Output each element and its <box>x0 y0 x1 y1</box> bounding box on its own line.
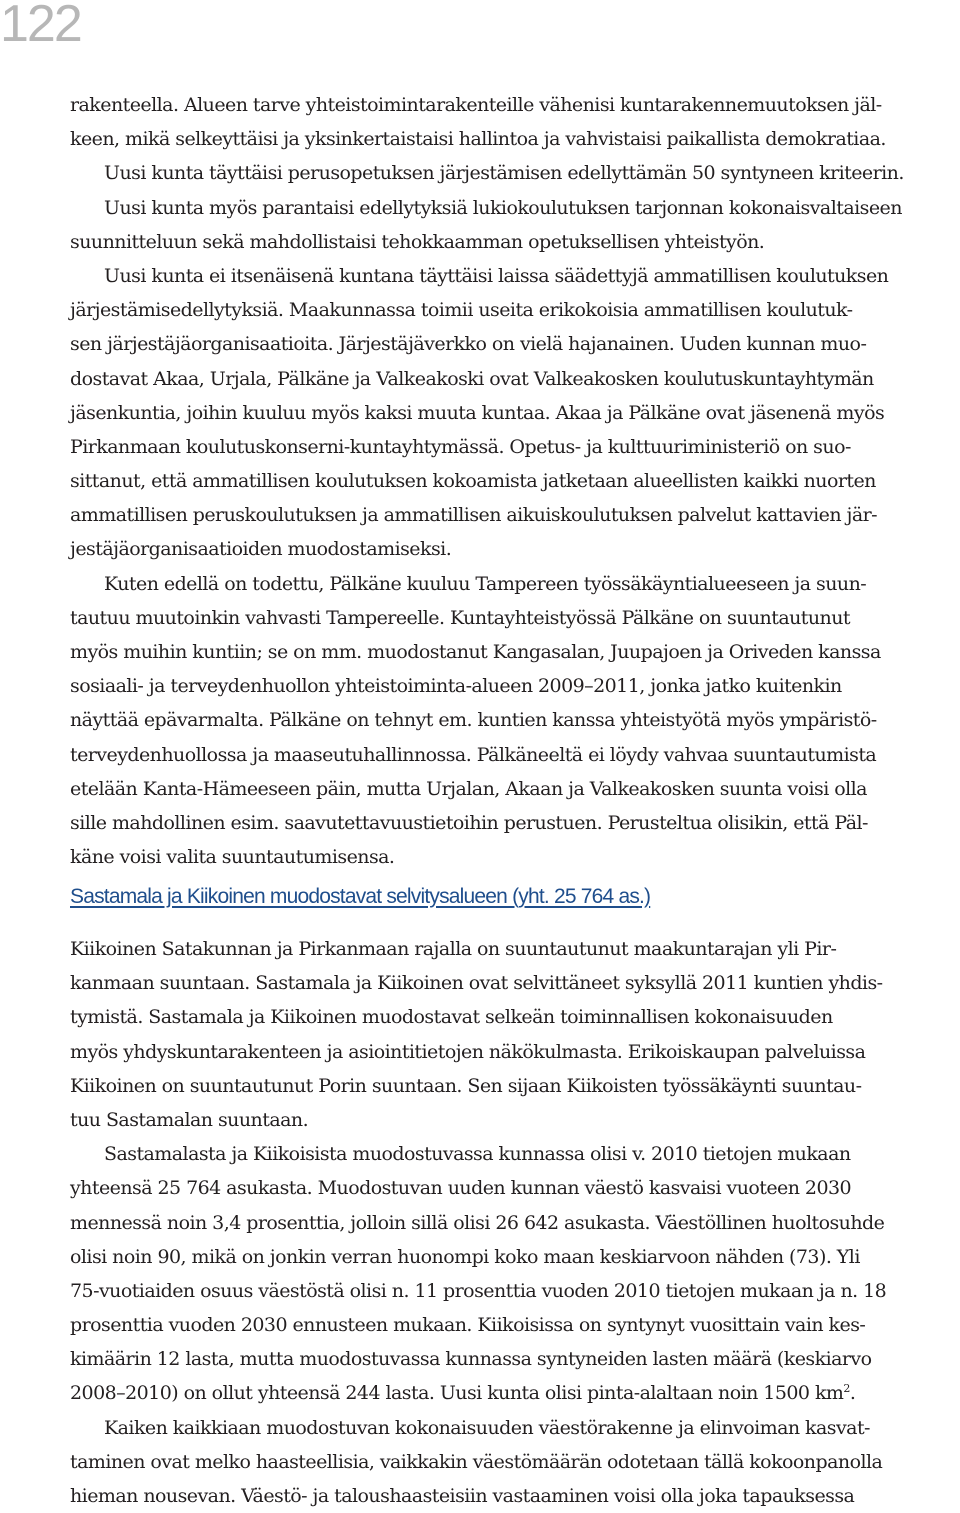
text-line-content: terveydenhuollossa ja maaseutuhallinnossa. Pälkäneeltä ei löydy vahvaa suuntautumista <box>70 743 877 766</box>
text-line <box>70 1376 960 1410</box>
text-line <box>70 259 960 293</box>
text-line <box>70 1103 960 1137</box>
text-line-content: Sastamalasta ja Kiikoisista muodostuvassa kunnassa olisi v. 2010 tietojen mukaan <box>104 1143 851 1166</box>
text-line-content: sosiaali- ja terveydenhuollon yhteistoiminta-alueen 2009–2011, jonka jatko kuitenkin <box>70 675 842 698</box>
text-line <box>70 498 960 532</box>
text-line <box>70 932 960 966</box>
text-line <box>70 88 960 122</box>
text-line <box>70 567 960 601</box>
text-line <box>70 669 960 703</box>
text-line-content: 75-vuotiaiden osuus väestöstä olisi n. 11 prosenttia vuoden 2010 tietojen mukaan ja n. 18 <box>70 1279 887 1302</box>
text-line-content: 2008–2010) on ollut yhteensä 244 lasta. Uusi kunta olisi pinta-alaltaan noin 1500 km <box>70 1382 844 1405</box>
text-line <box>70 806 960 840</box>
text-line <box>70 532 960 566</box>
text-line <box>70 840 960 874</box>
text-line <box>70 1411 960 1445</box>
text-line <box>70 601 960 635</box>
text-line <box>70 1171 960 1205</box>
body-text-part-2 <box>70 932 960 1513</box>
text-line-content: dostavat Akaa, Urjala, Pälkäne ja Valkeakoski ovat Valkeakosken koulutuskuntayhtymän <box>70 367 874 390</box>
text-line <box>70 396 960 430</box>
text-line <box>70 703 960 737</box>
text-line-content: Kaiken kaikkiaan muodostuvan kokonaisuuden väestörakenne ja elinvoiman kasvat- <box>104 1416 870 1439</box>
text-line-content: taminen ovat melko haasteellisia, vaikkakin väestömäärän odotetaan tällä kokoonpanolla <box>70 1450 883 1473</box>
text-line-content: keen, mikä selkeyttäisi ja yksinkertaistaisi hallintoa ja vahvistaisi paikallista demokratiaa. <box>70 128 886 151</box>
text-line-content: mennessä noin 3,4 prosenttia, jolloin sillä olisi 26 642 asukasta. Väestöllinen huoltosuhde <box>70 1211 885 1234</box>
body-text-part-1 <box>70 88 960 874</box>
text-line-content: Kiikoinen Satakunnan ja Pirkanmaan rajalla on suuntautunut maakuntarajan yli Pir- <box>70 938 837 960</box>
text-line <box>70 1069 960 1103</box>
text-line-content: sen järjestäjäorganisaatioita. Järjestäjäverkko on vielä hajanainen. Uuden kunnan muo- <box>70 333 867 356</box>
section-heading: Sastamala ja Kiikoinen muodostavat selvitysalueen (yht. 25 764 as.) <box>70 885 651 908</box>
text-line-content: ammatillisen peruskoulutuksen ja ammatillisen aikuiskoulutuksen palvelut kattavien jär- <box>70 504 878 527</box>
text-line-content: tuu Sastamalan suuntaan. <box>70 1108 309 1131</box>
text-line-suffix: . <box>849 1382 856 1405</box>
text-line <box>70 635 960 669</box>
text-line <box>70 293 960 327</box>
text-line <box>70 191 960 225</box>
text-line <box>70 1000 960 1034</box>
text-line-content: käne voisi valita suuntautumisensa. <box>70 846 395 869</box>
text-line-content: olisi noin 90, mikä on jonkin verran huonompi koko maan keskiarvoon nähden (73). Yli <box>70 1245 860 1268</box>
page-number: 122 <box>0 0 81 53</box>
text-line <box>70 1035 960 1069</box>
text-line <box>70 225 960 259</box>
text-line-content: jestäjäorganisaatioiden muodostamiseksi. <box>70 538 452 561</box>
text-line-content: yhteensä 25 764 asukasta. Muodostuvan uuden kunnan väestö kasvaisi vuoteen 2030 <box>70 1177 852 1200</box>
text-line <box>70 1240 960 1274</box>
text-line-content: myös yhdyskuntarakenteen ja asiointitietojen näkökulmasta. Erikoiskaupan palveluissa <box>70 1040 866 1063</box>
text-line <box>70 1308 960 1342</box>
text-line <box>70 1137 960 1171</box>
text-line <box>70 1479 960 1513</box>
text-line-content: näyttää epävarmalta. Pälkäne on tehnyt em. kuntien kanssa yhteistyötä myös ympäristö- <box>70 709 877 732</box>
text-line-content: suunnitteluun sekä mahdollistaisi tehokkaamman opetuksellisen yhteistyön. <box>70 230 765 253</box>
text-line <box>70 1342 960 1376</box>
text-line <box>70 1274 960 1308</box>
text-line <box>70 327 960 361</box>
text-line-content: Pirkanmaan koulutuskonserni-kuntayhtymässä. Opetus- ja kulttuuriministeriö on suo- <box>70 435 851 458</box>
text-line-content: tymistä. Sastamala ja Kiikoinen muodostavat selkeän toiminnallisen kokonaisuuden <box>70 1006 833 1029</box>
text-line-content: kanmaan suuntaan. Sastamala ja Kiikoinen ovat selvittäneet syksyllä 2011 kuntien yhdis- <box>70 972 883 995</box>
text-line-content: kimäärin 12 lasta, mutta muodostuvassa kunnassa syntyneiden lasten määrä (keskiarvo <box>70 1348 872 1371</box>
text-line-content: myös muihin kuntiin; se on mm. muodostanut Kangasalan, Juupajoen ja Oriveden kanssa <box>70 641 881 663</box>
text-line-content: Kiikoinen on suuntautunut Porin suuntaan. Sen sijaan Kiikoisten työssäkäynti suuntau- <box>70 1074 862 1097</box>
text-line-content: Uusi kunta ei itsenäisenä kuntana täyttäisi laissa säädettyjä ammatillisen koulutuksen <box>104 264 889 287</box>
text-line-content: järjestämisedellytyksiä. Maakunnassa toimii useita erikokoisia ammatillisen koulutuk- <box>70 299 853 322</box>
text-line-content: jäsenkuntia, joihin kuuluu myös kaksi muuta kuntaa. Akaa ja Pälkäne ovat jäsenenä myös <box>70 401 885 424</box>
text-line-content: Kuten edellä on todettu, Pälkäne kuuluu Tampereen työssäkäyntialueeseen ja suun- <box>104 572 867 595</box>
text-line-content: Uusi kunta myös parantaisi edellytyksiä lukiokoulutuksen tarjonnan kokonaisvaltaiseen <box>104 196 902 219</box>
text-line-content: etelään Kanta-Hämeeseen päin, mutta Urjalan, Akaan ja Valkeakosken suunta voisi olla <box>70 777 867 800</box>
text-line <box>70 1206 960 1240</box>
text-line <box>70 464 960 498</box>
text-line-content: tautuu muutoinkin vahvasti Tampereelle. Kuntayhteistyössä Pälkäne on suuntautunut <box>70 606 851 629</box>
text-line-content: sittanut, että ammatillisen koulutuksen kokoamista jatketaan alueellisten kaikki nuorten <box>70 470 876 493</box>
text-line <box>70 966 960 1000</box>
text-line-content: Uusi kunta täyttäisi perusopetuksen järjestämisen edellyttämän 50 syntyneen kriteerin. <box>104 162 904 185</box>
text-line <box>70 772 960 806</box>
text-line-content: hieman nousevan. Väestö- ja taloushaasteisiin vastaaminen voisi olla joka tapauksessa <box>70 1485 855 1507</box>
text-line <box>70 738 960 772</box>
text-line-content: prosenttia vuoden 2030 ennusteen mukaan. Kiikoisissa on syntynyt vuosittain vain kes- <box>70 1314 866 1337</box>
text-line-content: rakenteella. Alueen tarve yhteistoimintarakenteille vähenisi kuntarakennemuutoksen jäl- <box>70 94 882 116</box>
text-line <box>70 122 960 156</box>
text-line <box>70 1445 960 1479</box>
text-line-content: sille mahdollinen esim. saavutettavuustietoihin perustuen. Perusteltua olisikin, että Päl- <box>70 811 868 834</box>
text-line <box>70 362 960 396</box>
superscript: 2 <box>843 1382 850 1396</box>
text-line <box>70 430 960 464</box>
text-line <box>70 156 960 190</box>
